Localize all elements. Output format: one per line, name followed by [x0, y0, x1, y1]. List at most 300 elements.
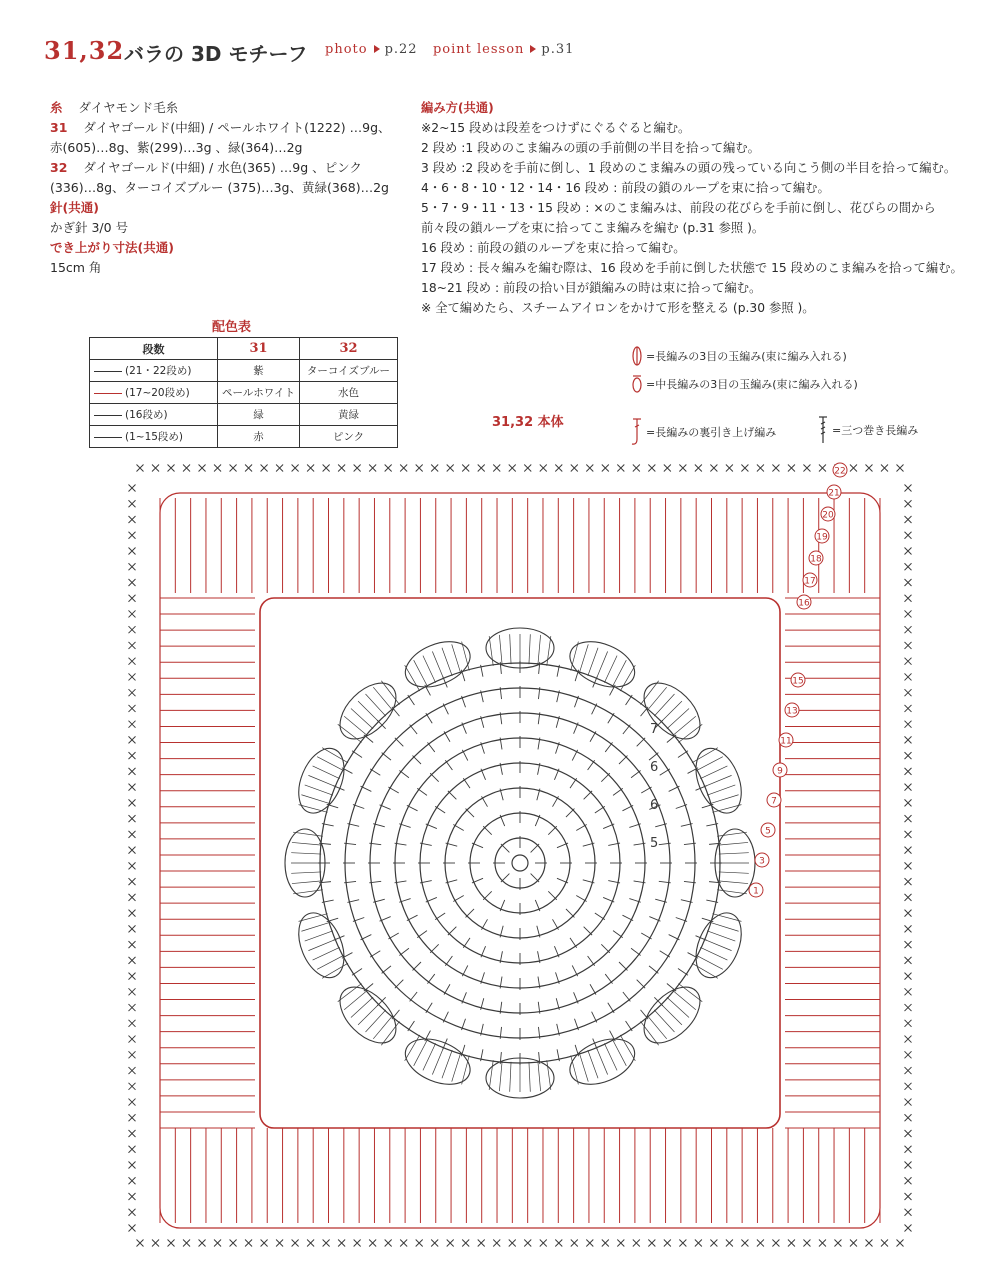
sc-mark	[905, 784, 912, 791]
sc-mark	[129, 1083, 136, 1090]
sc-mark	[881, 465, 888, 472]
stitch-mark	[637, 738, 645, 746]
sc-mark	[905, 768, 912, 775]
sc-mark	[137, 465, 144, 472]
round-label: 11	[780, 736, 792, 747]
instruction-line: 2 段め :1 段めのこま編みの頭の手前側の半目を拾って編む。	[421, 141, 760, 155]
stitch-mark	[718, 842, 748, 845]
stitch-mark	[553, 796, 559, 806]
stitch-mark	[654, 694, 674, 716]
round-label: 6	[650, 798, 659, 813]
color-32: ターコイズブルー	[299, 360, 397, 382]
sc-mark	[214, 465, 221, 472]
sc-mark	[905, 1177, 912, 1184]
instructions-section	[421, 98, 981, 318]
stitch-mark	[432, 1047, 443, 1075]
sc-mark	[664, 465, 671, 472]
stitch-mark	[660, 769, 670, 775]
stitch-mark	[358, 701, 379, 722]
stitch-mark	[291, 872, 321, 873]
sc-mark	[183, 1240, 190, 1247]
sc-mark	[881, 1240, 888, 1247]
stitch-mark	[637, 980, 645, 988]
round-label: 6	[650, 760, 659, 775]
stitch-mark	[700, 947, 727, 960]
sc-mark	[214, 1240, 221, 1247]
stitch-mark	[531, 844, 539, 852]
stitch-mark	[463, 778, 470, 788]
stitch-mark	[707, 931, 735, 941]
stitch-mark	[601, 944, 609, 952]
page-references	[325, 42, 574, 57]
stitch-mark	[529, 634, 530, 664]
sc-mark	[261, 1240, 268, 1247]
sc-mark	[307, 1240, 314, 1247]
stitch-mark	[301, 922, 330, 931]
stitch-mark	[579, 1053, 588, 1082]
stitch-mark	[590, 731, 596, 741]
sc-mark	[905, 547, 912, 554]
sc-mark	[905, 1051, 912, 1058]
sc-mark	[129, 973, 136, 980]
sc-mark	[905, 673, 912, 680]
stitch-mark	[619, 962, 627, 970]
stitch-mark	[566, 909, 574, 917]
instruction-line: 16 段め : 前段の鎖のループを束に拾って編む。	[421, 241, 686, 255]
stitch-mark	[548, 826, 556, 834]
sc-mark	[230, 465, 237, 472]
instruction-line: 3 段め :2 段めを手前に倒し、1 段めのこま編みの頭の残っている向こう側の半目を拾って編む。	[421, 161, 957, 175]
sc-mark	[905, 862, 912, 869]
triangle-icon	[374, 45, 380, 53]
stitch-mark	[430, 773, 438, 781]
sc-mark	[905, 973, 912, 980]
sc-mark	[307, 465, 314, 472]
stitch-mark	[704, 775, 732, 786]
stitch-mark	[590, 984, 596, 994]
sc-mark	[555, 465, 562, 472]
lesson-page[interactable]: p.31	[541, 42, 575, 57]
stitch-mark	[499, 1061, 502, 1091]
sc-mark	[695, 1240, 702, 1247]
sc-mark	[416, 465, 423, 472]
color-31: 紫	[218, 360, 300, 382]
stitch-mark	[410, 992, 417, 1001]
stitch-mark	[604, 656, 617, 683]
sc-mark	[276, 1240, 283, 1247]
dc-cluster-icon	[630, 345, 644, 367]
stitch-mark	[604, 1043, 617, 1070]
sc-mark	[602, 1240, 609, 1247]
stitch-mark	[364, 984, 373, 992]
sc-mark	[129, 957, 136, 964]
stitch-mark	[696, 955, 723, 969]
sc-mark	[741, 465, 748, 472]
stitch-mark	[452, 644, 461, 673]
stitch-mark	[605, 742, 612, 752]
sc-mark	[757, 465, 764, 472]
item-32-number: 32	[50, 160, 68, 175]
stitch-mark	[572, 965, 577, 976]
stitch-mark	[601, 773, 609, 781]
stitch-mark	[292, 842, 322, 845]
stitch-mark	[381, 1021, 399, 1045]
instructions-label: 編み方(共通)	[421, 101, 494, 115]
round-label: 7	[650, 722, 659, 737]
sc-mark	[788, 1240, 795, 1247]
sc-mark	[129, 831, 136, 838]
stitch-mark	[588, 1050, 598, 1078]
sc-mark	[400, 1240, 407, 1247]
sc-mark	[129, 799, 136, 806]
stitch-mark	[466, 909, 474, 917]
sc-mark	[905, 642, 912, 649]
sc-mark	[850, 1240, 857, 1247]
stitch-mark	[570, 778, 577, 788]
stitch-mark	[596, 651, 607, 679]
table-row	[90, 382, 398, 404]
stitch-mark	[417, 931, 427, 938]
stitch-mark	[640, 681, 658, 705]
sc-mark	[129, 721, 136, 728]
stitch-mark	[499, 635, 502, 665]
sc-mark	[129, 847, 136, 854]
color-31: 緑	[218, 404, 300, 426]
sc-mark	[292, 1240, 299, 1247]
sc-mark	[129, 547, 136, 554]
stitch-mark	[489, 636, 493, 666]
sc-mark	[129, 485, 136, 492]
stitch-mark	[305, 931, 333, 941]
sc-mark	[905, 532, 912, 539]
stitch-mark	[462, 965, 467, 976]
stitch-mark	[423, 1043, 436, 1070]
stitch-mark	[595, 806, 605, 813]
stitch-mark	[317, 757, 344, 771]
stitch-mark	[351, 997, 373, 1017]
stitch-mark	[489, 1060, 493, 1090]
sc-mark	[129, 626, 136, 633]
needle-label: 針(共通)	[50, 200, 99, 215]
stitch-mark	[576, 896, 586, 902]
sc-mark	[741, 1240, 748, 1247]
sc-mark	[168, 1240, 175, 1247]
header-31: 31	[218, 338, 300, 360]
round-label: 1	[753, 886, 759, 897]
stitch-mark	[399, 948, 409, 955]
size-text: 15cm 角	[50, 260, 102, 275]
stitch-mark	[417, 788, 427, 795]
sc-mark	[897, 1240, 904, 1247]
sc-mark	[905, 752, 912, 759]
sc-mark	[905, 878, 912, 885]
sc-mark	[772, 1240, 779, 1247]
stitch-mark	[719, 872, 749, 873]
sc-mark	[129, 1036, 136, 1043]
sc-mark	[292, 465, 299, 472]
sc-mark	[354, 465, 361, 472]
sc-mark	[129, 988, 136, 995]
stitch-mark	[427, 974, 434, 984]
sc-mark	[664, 1240, 671, 1247]
chart-caption: 31,32 本体	[492, 415, 564, 430]
stitch-mark	[366, 1010, 386, 1032]
sc-mark	[129, 1209, 136, 1216]
stitch-mark	[352, 751, 362, 758]
sc-mark	[540, 1240, 547, 1247]
stitch-mark	[414, 660, 428, 687]
sc-mark	[905, 957, 912, 964]
sc-mark	[819, 1240, 826, 1247]
item-31-number: 31	[50, 120, 68, 135]
sc-mark	[905, 847, 912, 854]
yarn-label: 糸	[50, 100, 63, 115]
round-label: 5	[650, 836, 659, 851]
sc-mark	[129, 658, 136, 665]
stitch-mark	[370, 769, 380, 775]
sc-mark	[633, 1240, 640, 1247]
round-label: 15	[792, 676, 804, 687]
stitch-mark	[305, 785, 333, 795]
stitch-mark	[719, 853, 749, 854]
stitch-mark	[566, 809, 574, 817]
stitch-mark	[293, 890, 323, 894]
sc-mark	[245, 465, 252, 472]
stitch-mark	[678, 969, 688, 976]
stitch-mark	[588, 648, 598, 676]
sc-mark	[905, 910, 912, 917]
stitch-mark	[576, 825, 586, 831]
stitch-mark	[678, 983, 702, 1001]
row-range: (17~20段め)	[90, 382, 218, 404]
sc-mark	[586, 1240, 593, 1247]
stitch-mark	[407, 805, 418, 810]
stitch-mark	[432, 651, 443, 679]
stitch-mark	[673, 990, 696, 1009]
stitch-mark	[366, 694, 386, 716]
stitch-mark	[613, 788, 623, 795]
stitch-mark	[548, 891, 556, 899]
line-swatch	[94, 371, 122, 372]
hdc-cluster-icon	[630, 373, 644, 395]
sc-mark	[788, 465, 795, 472]
sc-mark	[129, 563, 136, 570]
sc-mark	[555, 1240, 562, 1247]
stitch-mark	[399, 770, 409, 777]
stitch-mark	[313, 947, 340, 960]
stitch-mark	[373, 687, 392, 710]
round-label: 5	[765, 826, 771, 837]
sc-mark	[905, 1067, 912, 1074]
sc-mark	[905, 705, 912, 712]
stitch-mark	[382, 753, 391, 760]
instruction-line: 4・6・8・10・12・14・16 段め : 前段の鎖のループを束に拾って編む。	[421, 181, 830, 195]
stitch-mark	[612, 1039, 626, 1066]
stitch-mark	[667, 997, 689, 1017]
stitch-mark	[584, 791, 592, 799]
stitch-mark	[338, 983, 362, 1001]
sc-mark	[354, 1240, 361, 1247]
legend-item: =長編みの3目の玉編み(束に編み入れる)	[630, 345, 847, 367]
sc-mark	[524, 465, 531, 472]
stitch-mark	[613, 931, 623, 938]
stitch-mark	[641, 1010, 649, 1019]
stitch-mark	[382, 966, 391, 973]
stitch-mark	[381, 681, 399, 705]
stitch-mark	[626, 1021, 633, 1031]
sc-mark	[462, 1240, 469, 1247]
sc-mark	[865, 465, 872, 472]
sc-mark	[905, 799, 912, 806]
sc-mark	[129, 673, 136, 680]
instruction-line: 5・7・9・11・13・15 段め : ×のこま編みは、前段の花びらを手前に倒し、花びらの間から	[421, 201, 936, 215]
stitch-mark	[510, 1062, 511, 1092]
stitch-mark	[608, 1003, 614, 1013]
stitch-mark	[453, 825, 463, 831]
sc-mark	[834, 1240, 841, 1247]
inner-rounds	[129, 465, 912, 1247]
sc-mark	[462, 465, 469, 472]
sc-mark	[905, 815, 912, 822]
sc-mark	[129, 910, 136, 917]
stitch-mark	[482, 796, 488, 806]
stitch-mark	[510, 634, 511, 664]
sc-mark	[129, 1146, 136, 1153]
stitch-mark	[414, 1039, 428, 1066]
sc-mark	[695, 465, 702, 472]
sc-mark	[850, 465, 857, 472]
sc-mark	[416, 1240, 423, 1247]
color-32: ピンク	[299, 426, 397, 448]
stitch-mark	[538, 1061, 541, 1091]
header-32: 32	[299, 338, 397, 360]
round-label: 22	[834, 466, 846, 477]
stitch-mark	[538, 635, 541, 665]
color-32: 黄緑	[299, 404, 397, 426]
sc-mark	[129, 1099, 136, 1106]
sc-mark	[905, 925, 912, 932]
stitch-mark	[640, 1021, 658, 1045]
sc-mark	[710, 1240, 717, 1247]
sc-mark	[905, 1083, 912, 1090]
sc-mark	[493, 465, 500, 472]
sc-mark	[905, 1004, 912, 1011]
sc-mark	[905, 721, 912, 728]
stitch-mark	[407, 915, 418, 920]
back-post-dc-icon	[630, 417, 644, 447]
stitch-mark	[501, 844, 509, 852]
row-range: (16段め)	[90, 404, 218, 426]
stitch-mark	[678, 724, 702, 742]
sc-mark	[245, 1240, 252, 1247]
color-31: 赤	[218, 426, 300, 448]
sc-mark	[183, 465, 190, 472]
stitch-mark	[483, 891, 491, 899]
sc-mark	[803, 465, 810, 472]
sc-mark	[757, 1240, 764, 1247]
sc-mark	[524, 1240, 531, 1247]
photo-page[interactable]: p.22	[384, 42, 418, 57]
stitch-mark	[435, 806, 445, 813]
sc-mark	[905, 516, 912, 523]
round-label: 9	[777, 766, 783, 777]
table-row	[90, 426, 398, 448]
stitch-mark	[442, 648, 452, 676]
sc-mark	[385, 1240, 392, 1247]
stitch-mark	[373, 1016, 392, 1039]
sc-mark	[819, 465, 826, 472]
stitch-mark	[647, 1016, 666, 1039]
materials-section	[50, 98, 395, 278]
legend-item: =長編みの裏引き上げ編み	[630, 417, 776, 447]
stitch-mark	[529, 1062, 530, 1092]
sc-mark	[137, 1240, 144, 1247]
outer-border	[160, 493, 880, 1228]
needle-text: かぎ針 3/0 号	[50, 220, 129, 235]
stitch-mark	[547, 636, 551, 666]
stitch-mark	[596, 1047, 607, 1075]
line-swatch	[94, 393, 122, 394]
sc-mark	[129, 579, 136, 586]
sc-mark	[129, 1225, 136, 1232]
stitch-mark	[605, 974, 612, 984]
sc-mark	[129, 1114, 136, 1121]
stitch-mark	[626, 695, 633, 705]
stitch-mark	[344, 716, 367, 735]
sc-mark	[478, 465, 485, 472]
stitch-mark	[718, 881, 748, 884]
stitch-mark	[667, 709, 689, 729]
sc-mark	[129, 610, 136, 617]
stitch-mark	[501, 874, 509, 882]
sc-mark	[586, 465, 593, 472]
lesson-label: point lesson	[432, 42, 525, 57]
sc-mark	[129, 752, 136, 759]
stitch-mark	[678, 751, 688, 758]
round-label: 17	[804, 576, 816, 587]
color-table-title: 配色表	[212, 320, 252, 335]
stitch-mark	[673, 716, 696, 735]
stitch-mark	[452, 1053, 461, 1082]
sc-mark	[338, 1240, 345, 1247]
stitch-mark	[572, 750, 577, 761]
stitch-mark	[351, 709, 373, 729]
sc-mark	[447, 465, 454, 472]
sc-mark	[679, 1240, 686, 1247]
stitch-mark	[317, 955, 344, 969]
sc-mark	[493, 1240, 500, 1247]
stitch-mark	[608, 713, 614, 723]
stitch-mark	[588, 956, 595, 966]
line-swatch	[94, 415, 122, 416]
stitch-mark	[588, 760, 595, 770]
stitch-mark	[410, 725, 417, 734]
stitch-mark	[710, 795, 739, 804]
stitch-mark	[649, 753, 658, 760]
stitch-mark	[448, 791, 456, 799]
stitch-mark	[482, 919, 488, 929]
stitch-mark	[667, 984, 676, 992]
sc-mark	[905, 595, 912, 602]
sc-mark	[905, 1114, 912, 1121]
stitch-mark	[426, 713, 432, 723]
sc-mark	[679, 465, 686, 472]
sc-mark	[633, 465, 640, 472]
sc-mark	[617, 465, 624, 472]
stitch-mark	[453, 896, 463, 902]
sc-mark	[726, 1240, 733, 1247]
stitch-mark	[308, 939, 336, 950]
